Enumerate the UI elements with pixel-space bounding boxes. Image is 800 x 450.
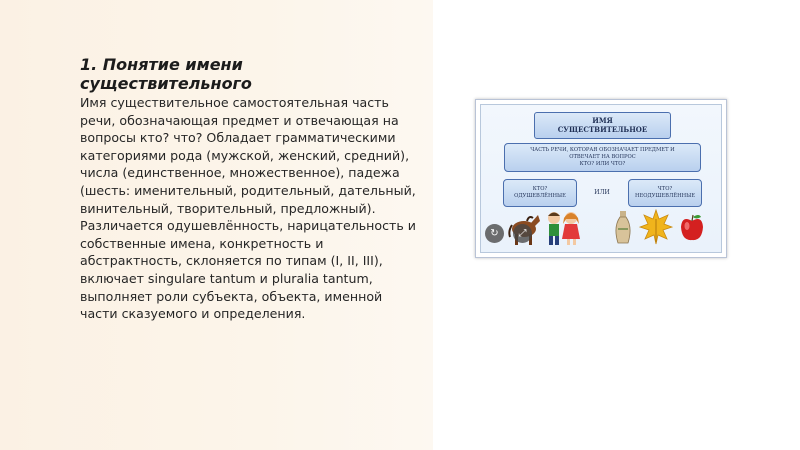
expand-icon[interactable]: ⤢ — [513, 224, 532, 243]
inanimate-box — [628, 179, 702, 207]
slide-body-text: Имя существительное самостоятельная часть речи, обозначающая предмет и отвечающая на вопросы кто? что? Обладает грамматическими категориями рода (мужской, женский, средний), числа (единственное, множественное), падежа (шесть: именительный, родительный, дательный, винительный, творительный, предложный). Различается одушевлённость, нарицательность и собственные имена, конкретность и абстрактность, склоняется по типам (I, II, III), включает singulare tantum и pluralia tantum, выполняет роли субъекта, объекта, именной части сказуемого и определения. — [80, 95, 416, 322]
animate-box — [503, 179, 577, 207]
definition-line3: КТО? ИЛИ ЧТО? — [579, 161, 626, 167]
definition-line2: ОТВЕЧАЕТ НА ВОПРОС — [569, 154, 636, 160]
apple-icon — [678, 213, 706, 243]
noun-diagram-image — [475, 99, 727, 258]
inanimate-label: НЕОДУШЕВЛЁННЫЕ — [634, 193, 696, 199]
slide-title: 1. Понятие имени существительного — [80, 55, 252, 93]
noun-title-box — [534, 112, 671, 139]
definition-box — [504, 143, 701, 172]
inanimate-question: ЧТО? — [657, 186, 673, 192]
noun-title-line1: ИМЯ — [592, 116, 613, 125]
leaf-icon — [639, 209, 673, 245]
animate-label: ОДУШЕВЛЁННЫЕ — [514, 193, 566, 199]
vase-icon — [614, 209, 632, 247]
or-label: ИЛИ — [594, 189, 610, 196]
noun-title-line2: СУЩЕСТВИТЕЛЬНОЕ — [557, 125, 648, 134]
definition-line1: ЧАСТЬ РЕЧИ, КОТОРАЯ ОБОЗНАЧАЕТ ПРЕДМЕТ И — [530, 147, 675, 153]
children-icon — [543, 209, 583, 247]
rotate-icon[interactable]: ↻ — [485, 224, 504, 243]
animate-question: КТО? — [532, 186, 548, 192]
